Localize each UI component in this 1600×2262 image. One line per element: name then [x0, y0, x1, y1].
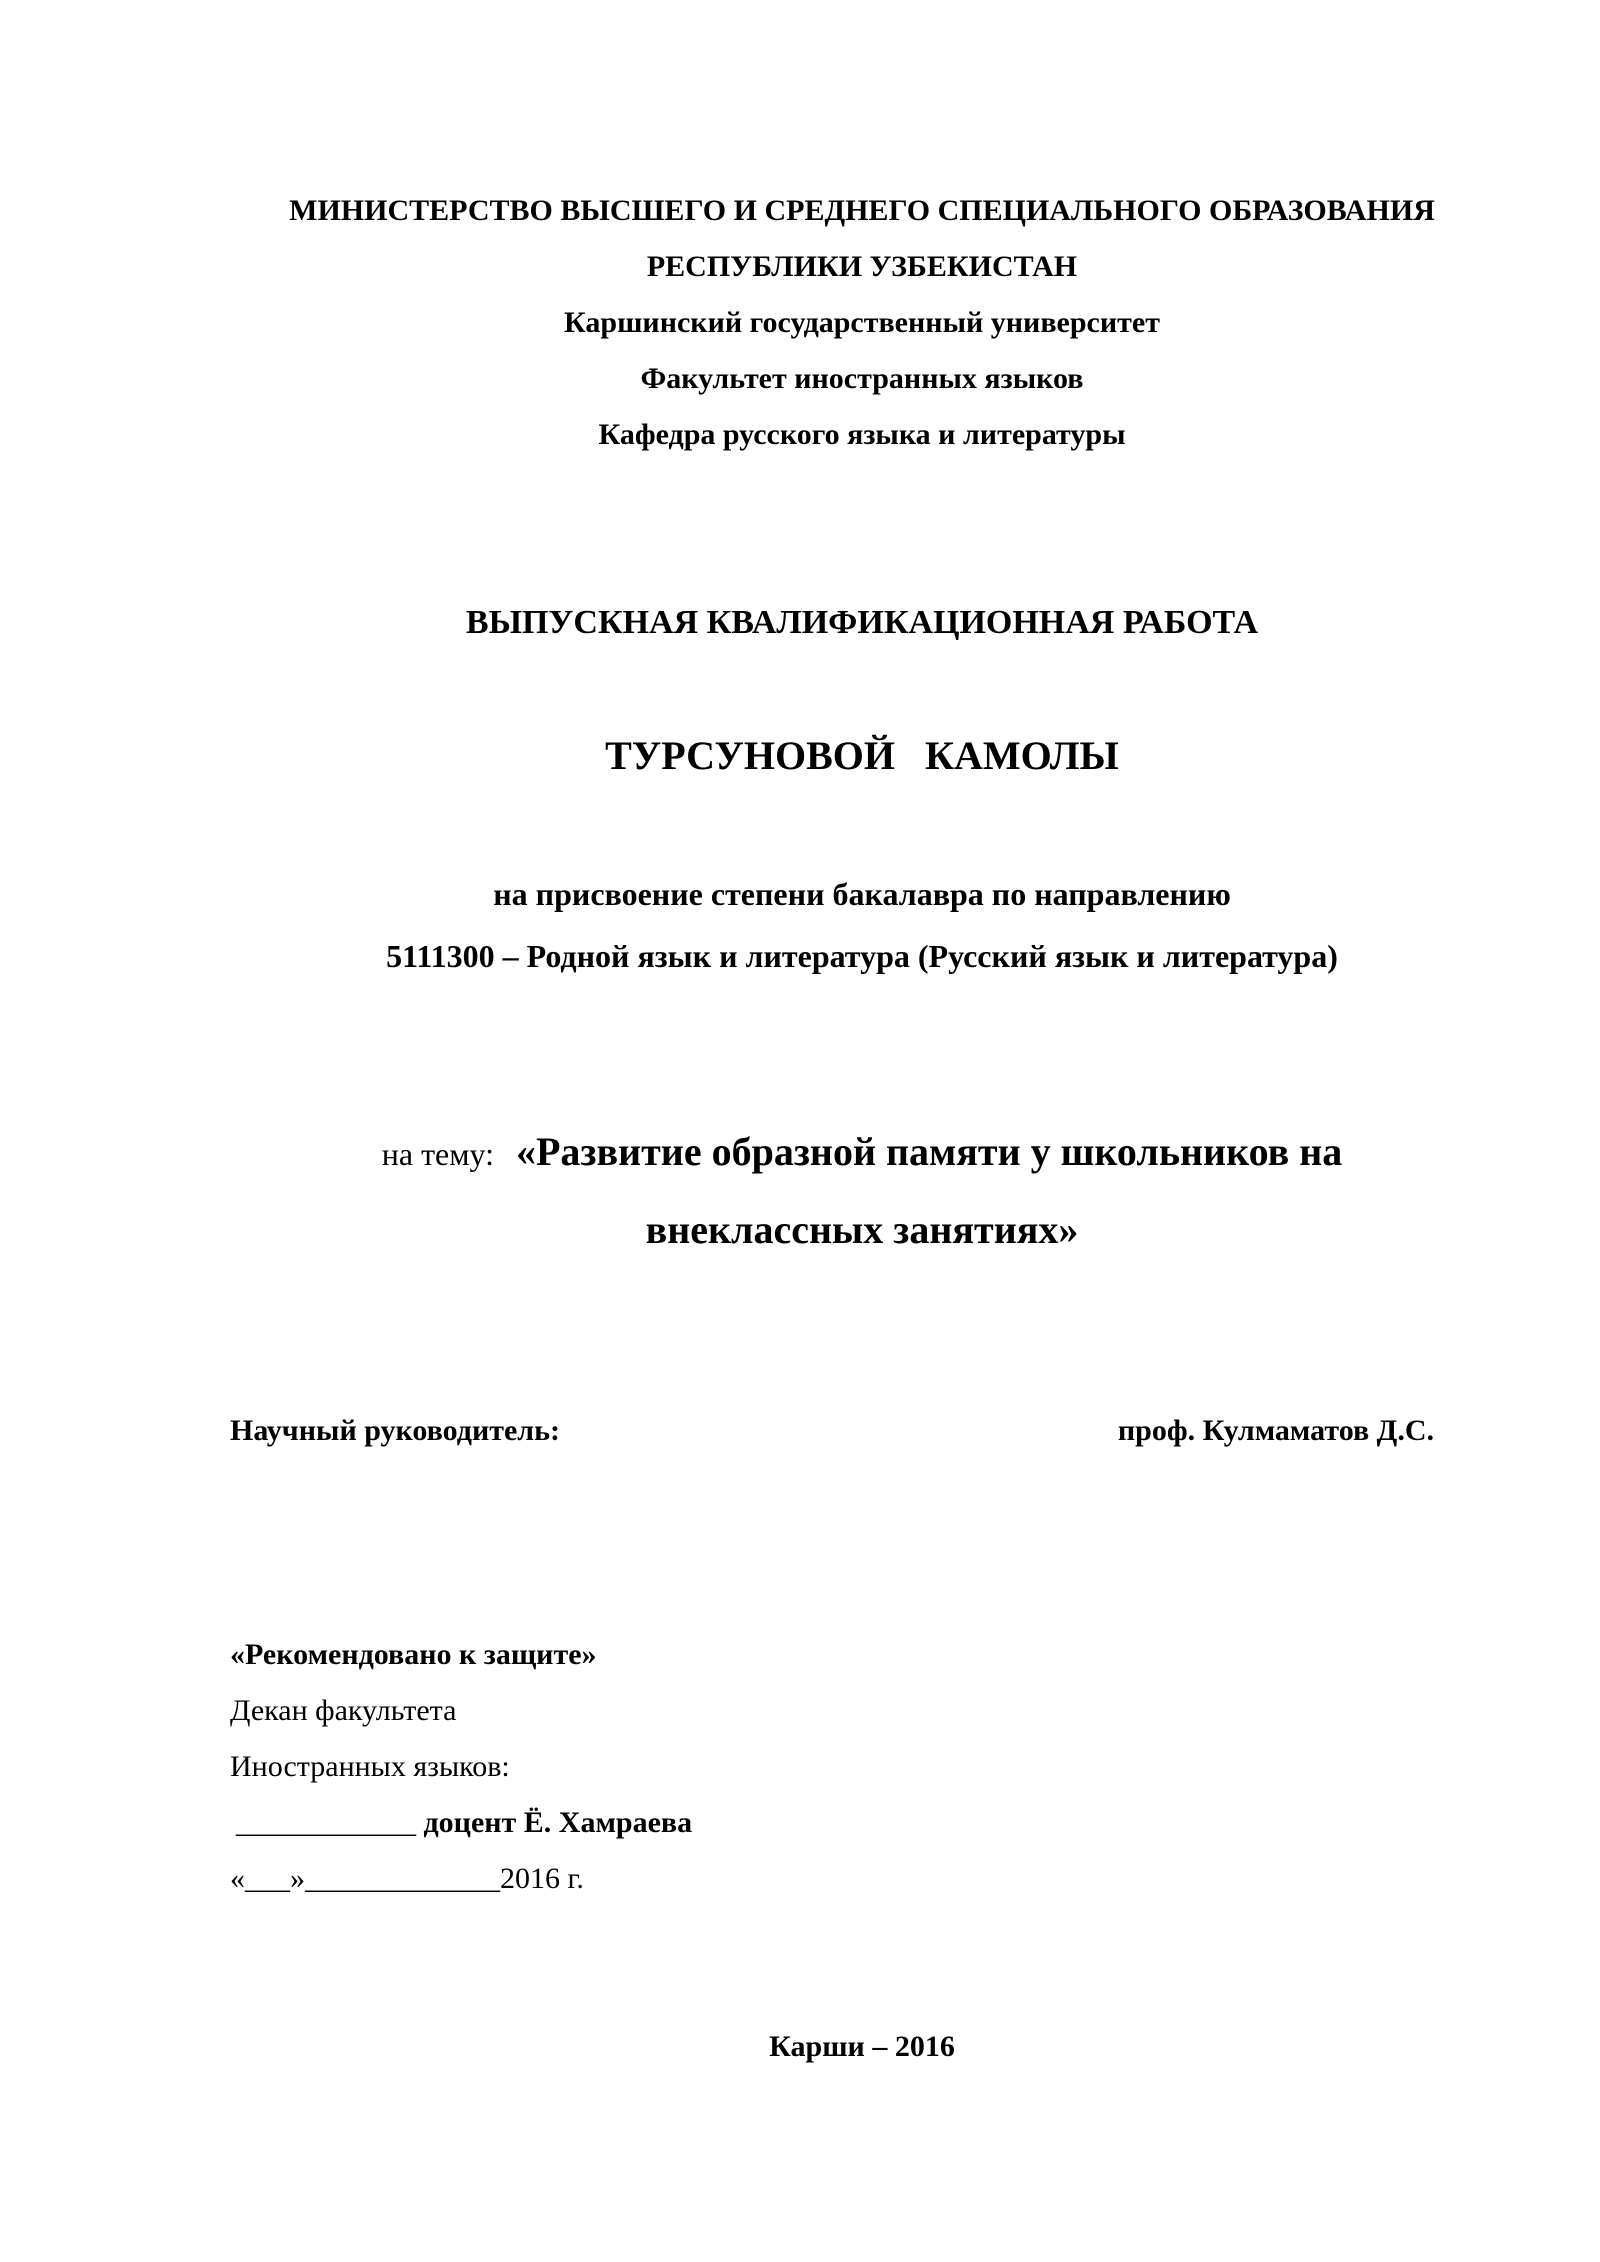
university-name: Каршинский государственный университет — [564, 306, 1160, 339]
department-name: Кафедра русского языка и литературы — [598, 418, 1126, 451]
faculty-name: Факультет иностранных языков — [640, 362, 1084, 395]
degree-text: на присвоение степени бакалавра по направлению — [493, 876, 1231, 912]
topic-title-part1: «Развитие образной памяти у школьников на — [515, 1129, 1343, 1174]
supervisor-label: Научный руководитель: — [230, 1414, 560, 1447]
program-text: 5111300 – Родной язык и литература (Русский язык и литература) — [386, 938, 1338, 974]
republic-title: РЕСПУБЛИКИ УЗБЕКИСТАН — [646, 250, 1078, 283]
signature-line — [230, 1808, 692, 1838]
signature-blank: ____________ — [236, 1806, 416, 1839]
supervisor-name: проф. Кулмаматов Д.С. — [1117, 1414, 1434, 1447]
topic-label: на тему: — [381, 1136, 494, 1172]
recommended-label: «Рекомендовано к защите» — [230, 1638, 597, 1671]
city-year: Карши – 2016 — [769, 2030, 955, 2063]
topic-line-1 — [236, 1129, 1488, 1174]
work-type: ВЫПУСКНАЯ КВАЛИФИКАЦИОННАЯ РАБОТА — [465, 604, 1259, 641]
dean-label: Декан факультета — [230, 1694, 457, 1727]
topic-title-part2: внеклассных занятиях» — [645, 1207, 1079, 1252]
date-line: «___»_____________2016 г. — [230, 1862, 584, 1895]
signature-name: доцент Ё. Хамраева — [423, 1806, 693, 1839]
ministry-title: МИНИСТЕРСТВО ВЫСШЕГО И СРЕДНЕГО СПЕЦИАЛЬНОГО ОБРАЗОВАНИЯ — [289, 194, 1435, 227]
author-name: ТУРСУНОВОЙ КАМОЛЫ — [605, 733, 1119, 778]
dean-faculty-label: Иностранных языков: — [230, 1750, 510, 1783]
